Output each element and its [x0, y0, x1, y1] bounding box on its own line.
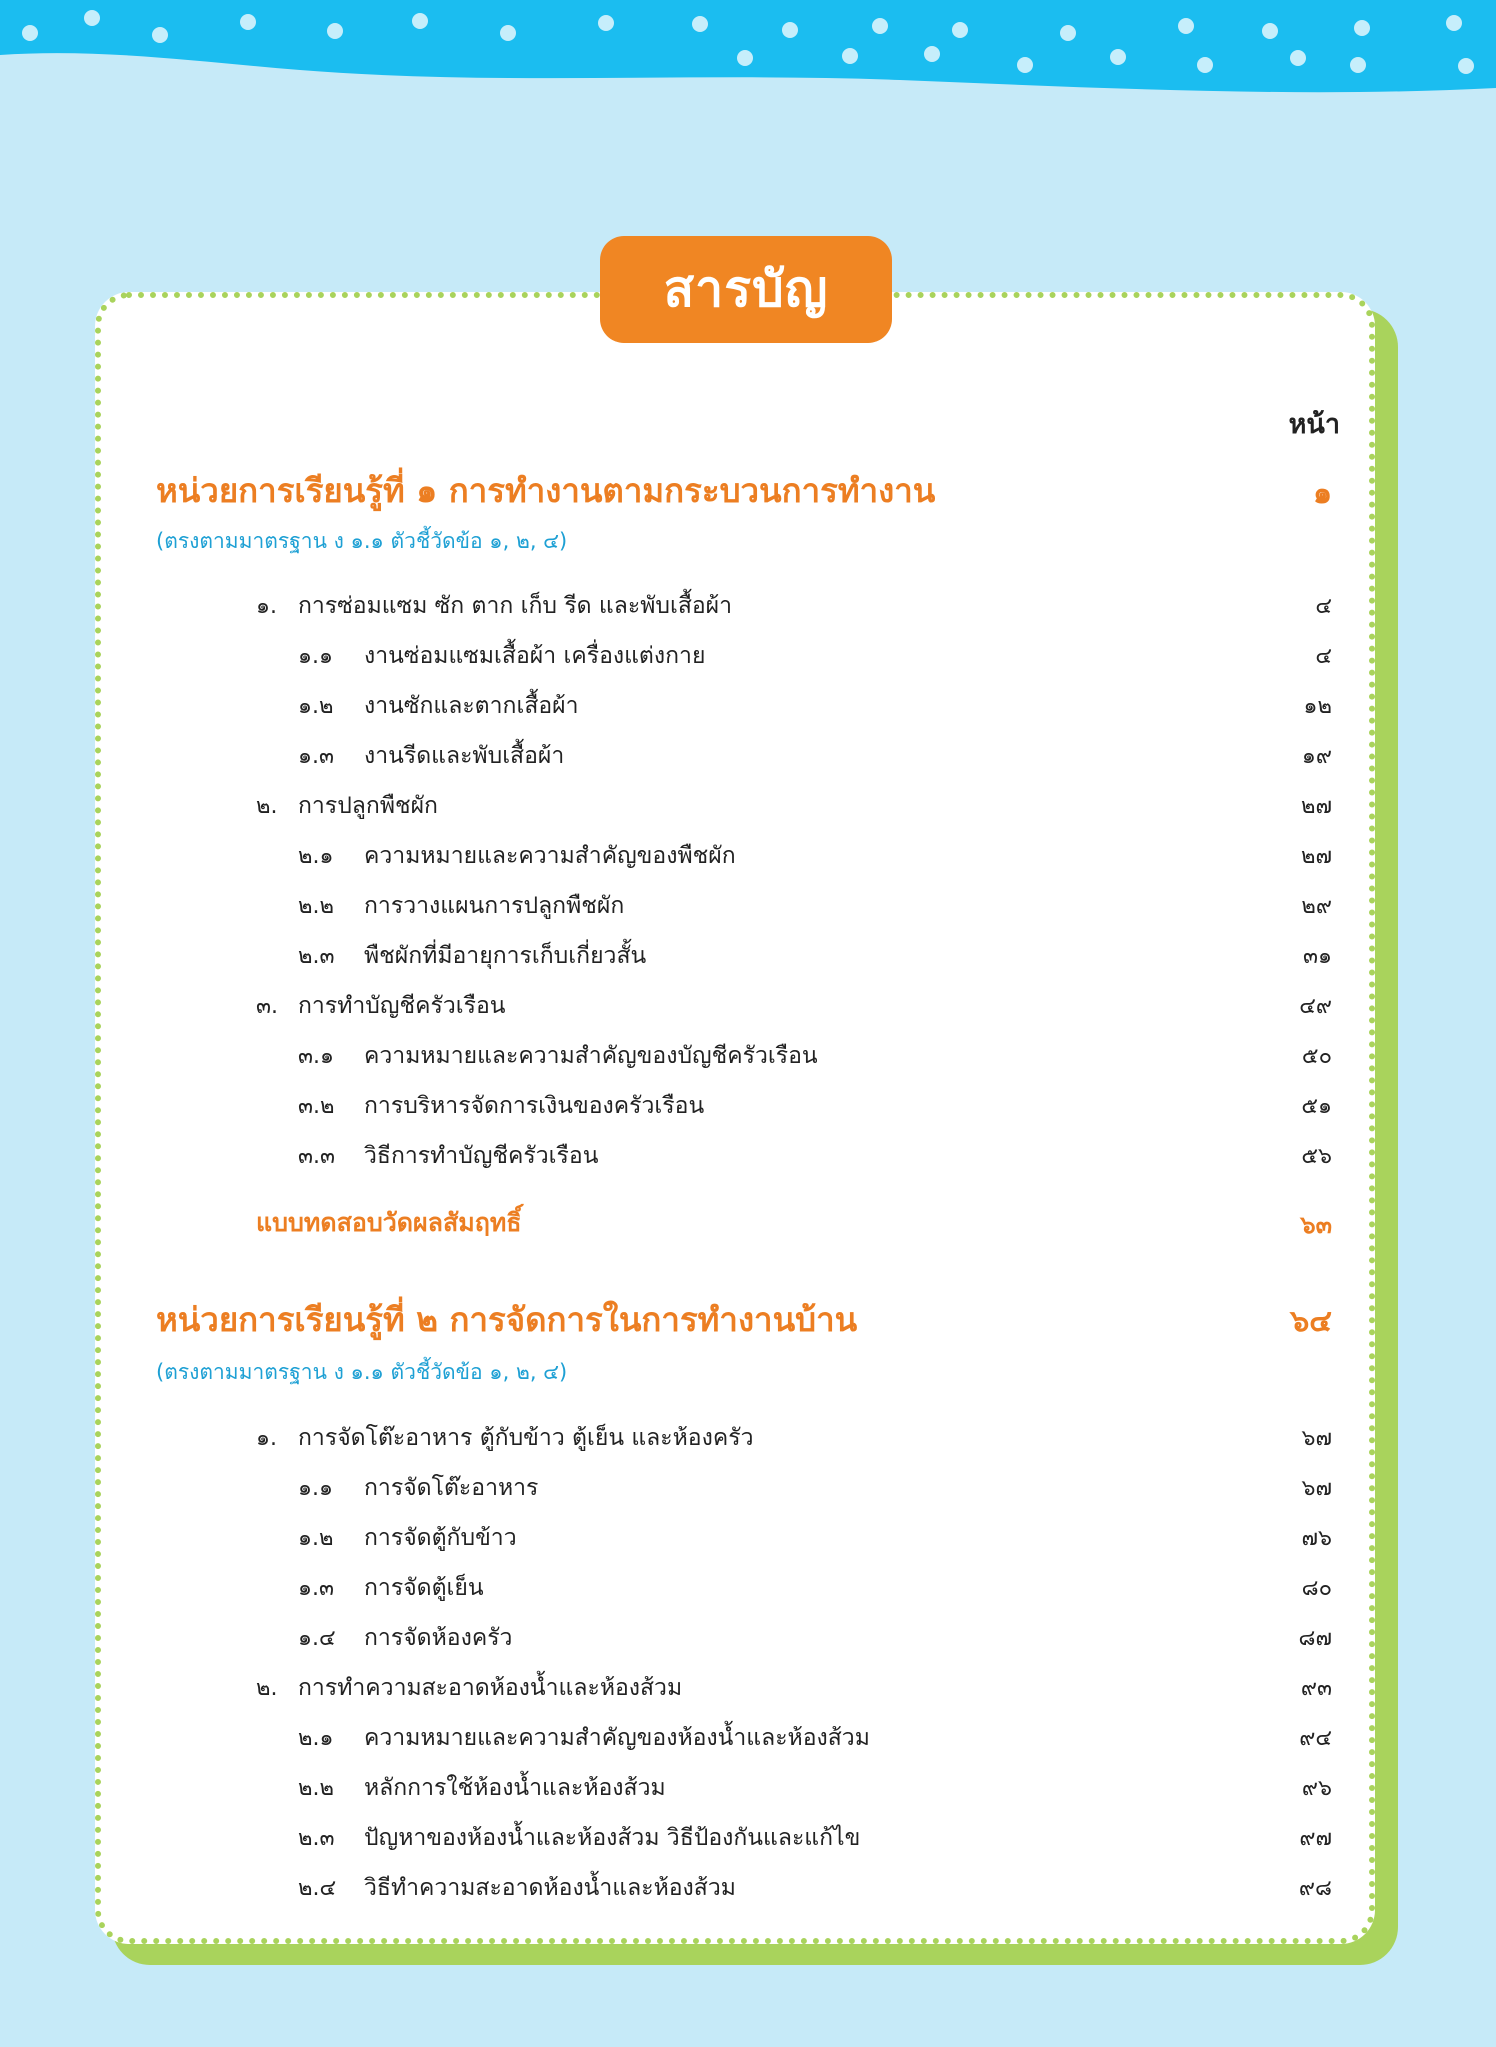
toc-row [0, 738, 1496, 778]
toc-text: การทำความสะอาดห้องน้ำและห้องส้วม [298, 1675, 683, 1701]
toc-page: ๒๙ [1301, 894, 1332, 919]
toc-text: งานซ่อมแซมเสื้อผ้า เครื่องแต่งกาย [364, 643, 706, 669]
toc-row [0, 638, 1496, 678]
toc-number: ๒. [256, 794, 278, 819]
toc-number: ๑.๑ [298, 1476, 333, 1501]
toc-page: ๒๗ [1300, 844, 1332, 869]
toc-title: สารบัญ [600, 236, 892, 343]
toc-number: ๑.๒ [298, 694, 334, 719]
toc-text: หลักการใช้ห้องน้ำและห้องส้วม [364, 1775, 666, 1801]
toc-row [0, 1038, 1496, 1078]
toc-text: การปลูกพืชผัก [298, 793, 438, 819]
unit-1-standard: (ตรงตามมาตรฐาน ง ๑.๑ ตัวชี้วัดข้อ ๑, ๒, ๔) [156, 529, 568, 553]
toc-page: ๙๘ [1298, 1876, 1332, 1901]
toc-number: ๓.๓ [298, 1144, 336, 1169]
toc-row [0, 788, 1496, 828]
achievement-test-page: ๖๓ [1300, 1211, 1332, 1239]
toc-number: ๑. [256, 594, 277, 619]
toc-row [0, 588, 1496, 628]
toc-text: วิธีการทำบัญชีครัวเรือน [364, 1143, 599, 1169]
toc-page: ๔๙ [1299, 994, 1332, 1019]
toc-text: การจัดโต๊ะอาหาร ตู้กับข้าว ตู้เย็น และห้องครัว [298, 1425, 754, 1451]
toc-page: ๑๙ [1301, 744, 1332, 769]
page-column-label: หน้า [1288, 409, 1340, 440]
toc-row [0, 838, 1496, 878]
unit-1-title: หน่วยการเรียนรู้ที่ ๑ การทำงานตามกระบวนการทำงาน [156, 471, 936, 510]
toc-text: การจัดตู้เย็น [364, 1575, 484, 1601]
toc-row [0, 1520, 1496, 1560]
toc-text: งานซักและตากเสื้อผ้า [364, 693, 579, 719]
toc-row [0, 1570, 1496, 1610]
toc-row [0, 1720, 1496, 1760]
toc-row [0, 1870, 1496, 1910]
toc-number: ๓.๒ [298, 1094, 335, 1119]
toc-number: ๒.๒ [298, 894, 334, 919]
toc-number: ๑.๓ [298, 1576, 334, 1601]
toc-row [0, 938, 1496, 978]
toc-text: ความหมายและความสำคัญของห้องน้ำและห้องส้วม [364, 1725, 870, 1751]
toc-number: ๒.๓ [298, 1826, 335, 1851]
toc-number: ๒. [256, 1676, 278, 1701]
toc-page: ๕๐ [1301, 1044, 1332, 1069]
toc-number: ๑.๓ [298, 744, 334, 769]
toc-text: การจัดตู้กับข้าว [364, 1525, 517, 1551]
toc-row [0, 1088, 1496, 1128]
toc-number: ๓. [256, 994, 279, 1019]
toc-page: ๖๗ [1301, 1476, 1332, 1501]
toc-page: ๙๖ [1301, 1776, 1332, 1801]
toc-row [0, 1470, 1496, 1510]
toc-row [0, 1420, 1496, 1460]
toc-page: ๘๐ [1301, 1576, 1332, 1601]
unit-2-page: ๖๔ [1290, 1304, 1332, 1339]
toc-page: ๑๒ [1303, 694, 1332, 719]
achievement-test-title: แบบทดสอบวัดผลสัมฤทธิ์ [256, 1208, 522, 1237]
toc-row [0, 1138, 1496, 1178]
toc-page: ๖๗ [1301, 1426, 1332, 1451]
toc-row [0, 1770, 1496, 1810]
toc-number: ๒.๔ [298, 1876, 337, 1901]
toc-page: ๙๔ [1299, 1726, 1332, 1751]
toc-row [0, 888, 1496, 928]
toc-row [0, 1620, 1496, 1660]
toc-text: ความหมายและความสำคัญของบัญชีครัวเรือน [364, 1043, 818, 1069]
toc-text: งานรีดและพับเสื้อผ้า [364, 743, 565, 769]
toc-row [0, 1670, 1496, 1710]
toc-number: ๒.๑ [298, 844, 334, 869]
toc-number: ๒.๑ [298, 1726, 334, 1751]
header-wave-band [0, 0, 1496, 100]
toc-page: ๙๗ [1299, 1826, 1332, 1851]
unit-1-page: ๑ [1312, 476, 1332, 511]
toc-text: การจัดโต๊ะอาหาร [364, 1475, 539, 1501]
toc-text: การบริหารจัดการเงินของครัวเรือน [364, 1093, 705, 1119]
unit-2-title: หน่วยการเรียนรู้ที่ ๒ การจัดการในการทำงานบ้าน [156, 1300, 858, 1339]
toc-number: ๒.๒ [298, 1776, 334, 1801]
toc-number: ๒.๓ [298, 944, 335, 969]
toc-text: ปัญหาของห้องน้ำและห้องส้วม วิธีป้องกันและแก้ไข [364, 1825, 861, 1851]
unit-2-standard: (ตรงตามมาตรฐาน ง ๑.๑ ตัวชี้วัดข้อ ๑, ๒, ๔) [156, 1360, 568, 1384]
toc-page: ๙๓ [1300, 1676, 1332, 1701]
toc-page: ๒๗ [1300, 794, 1332, 819]
toc-number: ๑. [256, 1426, 277, 1451]
toc-number: ๑.๒ [298, 1526, 334, 1551]
toc-page: ๔ [1315, 594, 1332, 619]
toc-text: การทำบัญชีครัวเรือน [298, 993, 506, 1019]
toc-page: ๓๑ [1302, 944, 1332, 969]
toc-text: การจัดห้องครัว [364, 1625, 513, 1651]
toc-number: ๓.๑ [298, 1044, 334, 1069]
toc-page: ๔ [1315, 644, 1332, 669]
toc-text: การซ่อมแซม ซัก ตาก เก็บ รีด และพับเสื้อผ้า [298, 593, 733, 619]
toc-page: ๕๖ [1301, 1144, 1332, 1169]
toc-page: ๕๑ [1301, 1094, 1332, 1119]
toc-text: พืชผักที่มีอายุการเก็บเกี่ยวสั้น [364, 943, 647, 969]
toc-text: วิธีทำความสะอาดห้องน้ำและห้องส้วม [364, 1875, 736, 1901]
toc-text: ความหมายและความสำคัญของพืชผัก [364, 843, 736, 869]
toc-text: การวางแผนการปลูกพืชผัก [364, 893, 625, 919]
toc-number: ๑.๔ [298, 1626, 336, 1651]
toc-page: ๘๗ [1298, 1626, 1332, 1651]
toc-page: ๗๖ [1301, 1526, 1332, 1551]
toc-number: ๑.๑ [298, 644, 333, 669]
toc-row [0, 1820, 1496, 1860]
toc-row [0, 988, 1496, 1028]
toc-row [0, 688, 1496, 728]
